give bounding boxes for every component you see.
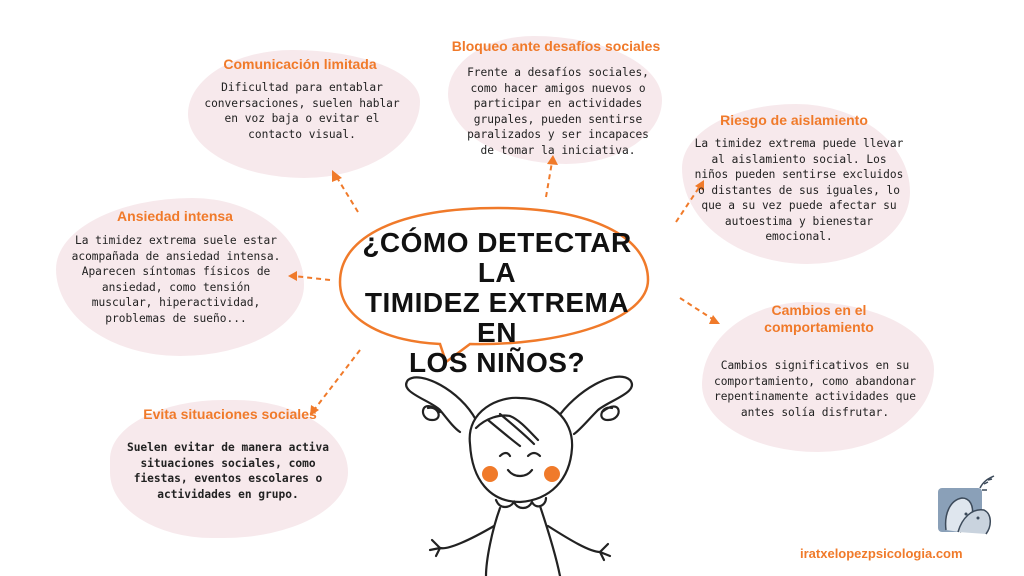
arrow-cambios [680, 298, 714, 320]
bloqueo-title: Bloqueo ante desafíos sociales [451, 38, 661, 54]
riesgo-title: Riesgo de aislamiento [720, 112, 868, 128]
ansiedad-title: Ansiedad intensa [117, 208, 233, 224]
center-title-line-2: TIMIDEZ EXTREMA EN [364, 287, 630, 348]
arrow-comunicacion [336, 176, 358, 212]
left-pigtail [406, 377, 476, 432]
arrowhead-ansiedad [288, 271, 297, 281]
arrowhead-cambios [709, 315, 720, 324]
cambios-title: Cambios en el comportamiento [764, 302, 874, 335]
riesgo-text: La timidez extrema puede llevar al aislamiento social. Los niños pueden sentirse excluidos o distantes de sus iguales, lo que a su vez puede afectar su autoestima y bienestar emocional. [694, 137, 904, 243]
arrowhead-comunicacion [332, 170, 342, 182]
arrow-ansiedad [294, 276, 330, 280]
ansiedad-text: La timidez extrema suele estar acompañada de ansiedad intensa. Aparecen síntomas físicos de ansiedad, como tensión muscular, hiperactividad, problemas de sueño... [71, 234, 281, 325]
left-arm [440, 526, 494, 548]
girl-illustration [406, 377, 632, 576]
comunicacion-text: Dificultad para entablar conversaciones, suelen hablar en voz baja o evitar el contacto visual. [204, 81, 400, 141]
center-title-line-1: ¿CÓMO DETECTAR LA [362, 227, 632, 288]
head [470, 398, 572, 502]
evita-text: Suelen evitar de manera activa situaciones sociales, como fiestas, eventos escolares o actividades en grupo. [126, 441, 330, 501]
evita-title: Evita situaciones sociales [143, 406, 317, 422]
right-arm [548, 526, 600, 552]
right-cheek [544, 466, 560, 482]
center-title [352, 228, 642, 378]
comunicacion-title: Comunicación limitada [223, 56, 377, 72]
arrow-bloqueo [546, 162, 552, 197]
brand-logo-icon [936, 474, 996, 536]
bloqueo-text: Frente a desafíos sociales, como hacer amigos nuevos o participar en actividades grupales, pueden sentirse paralizados y ser incapaces de tomar la iniciativa. [467, 66, 649, 157]
left-cheek [482, 466, 498, 482]
cambios-text: Cambios significativos en su comportamiento, como abandonar repentinamente actividades que antes solía disfrutar. [713, 359, 917, 419]
website-link[interactable]: iratxelopezpsicologia.com [800, 546, 963, 561]
center-title-line-3: LOS NIÑOS? [408, 347, 586, 378]
body [486, 508, 500, 576]
